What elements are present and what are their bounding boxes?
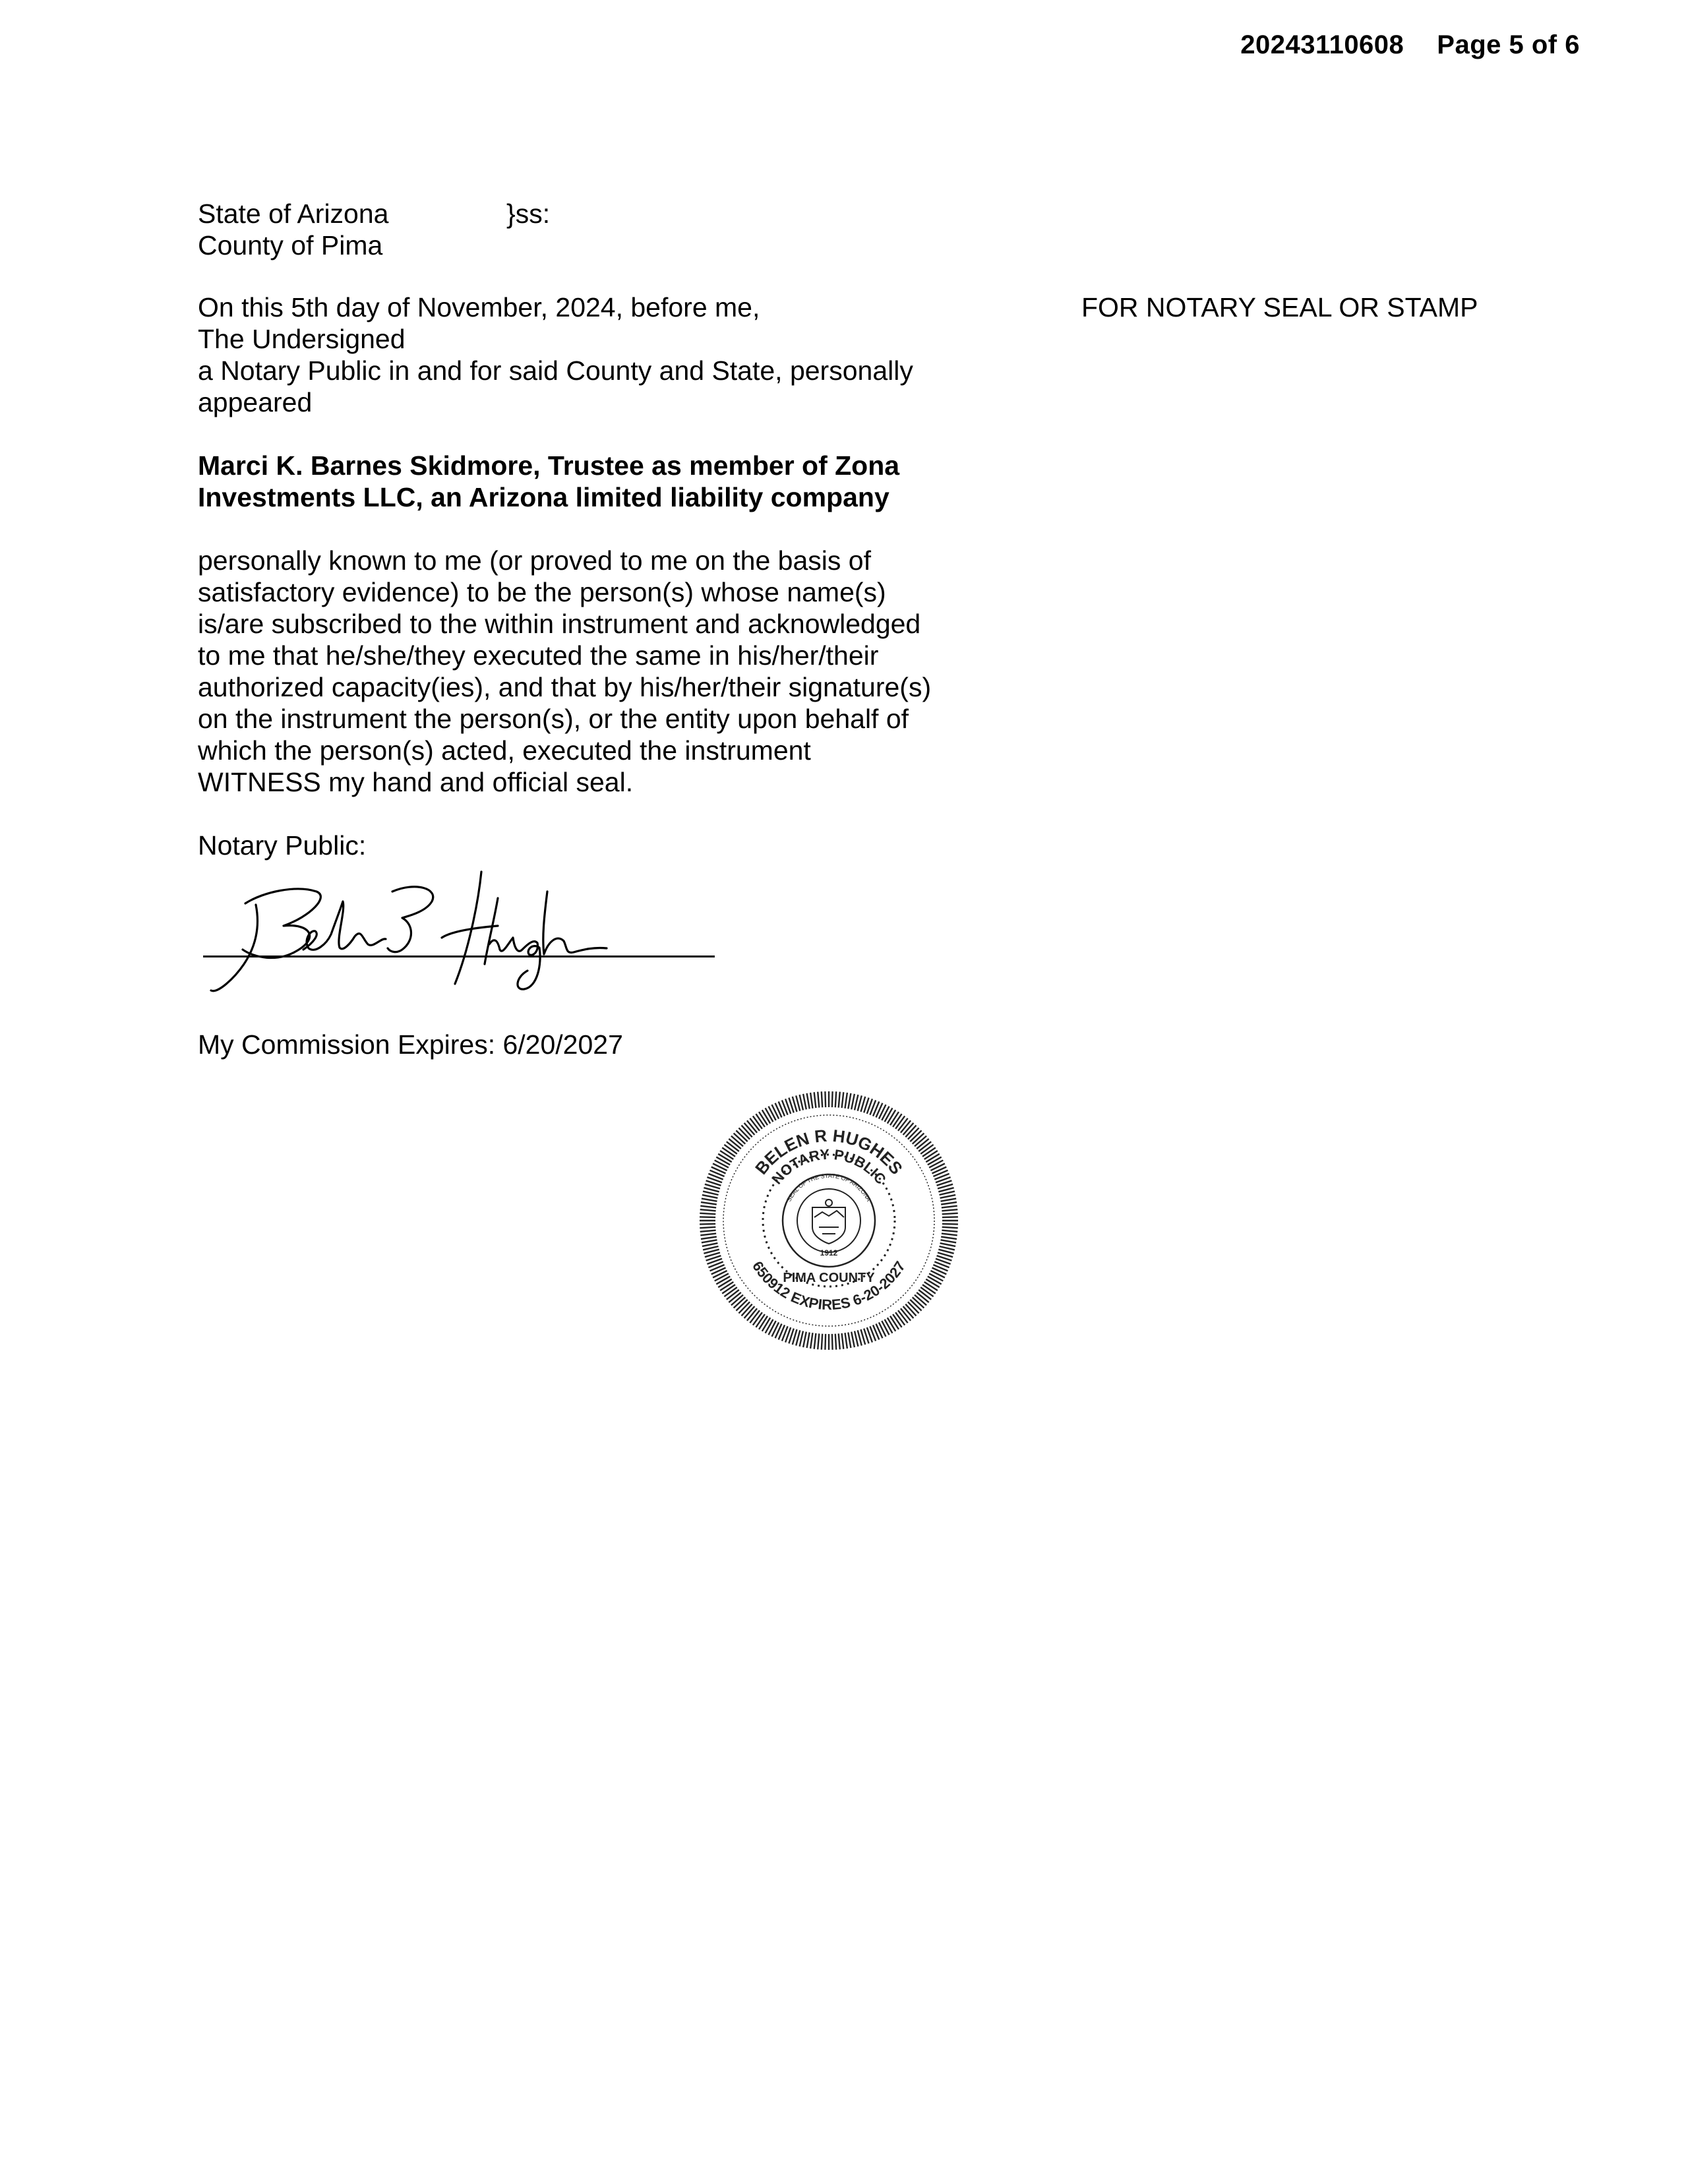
seal-year: 1912: [820, 1248, 838, 1258]
svg-text:SEAL OF THE STATE OF ARIZONA: [785, 1172, 872, 1203]
acknowledgment-line-3: is/are subscribed to the within instrument and acknowledged: [198, 609, 921, 639]
acknowledgment-line-4: to me that he/she/they executed the same in his/her/their: [198, 640, 879, 671]
venue-state: State of Arizona: [198, 198, 389, 229]
seal-name: BELEN R HUGHES: [751, 1125, 907, 1178]
page-number: Page 5 of 6: [1437, 30, 1580, 59]
venue-county: County of Pima: [198, 230, 383, 260]
appearance-line-4: appeared: [198, 387, 313, 417]
seal-commission: 650912 EXPIRES 6-20-2027: [749, 1258, 909, 1314]
acknowledgment-line-7: which the person(s) acted, executed the instrument: [198, 735, 811, 766]
appearance-line-1: On this 5th day of November, 2024, before me,: [198, 292, 760, 322]
acknowledgment-line-6: on the instrument the person(s), or the entity upon behalf of: [198, 704, 909, 734]
document-number: 20243110608: [1240, 30, 1404, 59]
appearance-line-3: a Notary Public in and for said County and State, personally: [198, 355, 913, 386]
acknowledgment-line-5: authorized capacity(ies), and that by his/her/their signature(s): [198, 672, 932, 702]
notary-signature: [204, 865, 666, 997]
seal-title: NOTARY PUBLIC: [768, 1145, 889, 1188]
acknowledgment-line-8: WITNESS my hand and official seal.: [198, 767, 634, 797]
notary-public-label: Notary Public:: [198, 830, 367, 861]
notary-seal-box-label: FOR NOTARY SEAL OR STAMP: [1081, 292, 1478, 322]
notary-seal: [694, 1085, 964, 1356]
venue-ss: }ss:: [506, 198, 551, 229]
seal-county: PIMA COUNTY: [783, 1271, 875, 1285]
state-seal-emblem: [812, 1199, 845, 1244]
page-header: [1240, 30, 1580, 60]
signer-line-1: Marci K. Barnes Skidmore, Trustee as member of Zona: [198, 450, 900, 481]
acknowledgment-line-1: personally known to me (or proved to me on the basis of: [198, 545, 871, 576]
appearance-line-2: The Undersigned: [198, 324, 406, 354]
seal-inner-text: SEAL OF THE STATE OF ARIZONA: [785, 1172, 872, 1203]
signer-line-2: Investments LLC, an Arizona limited liability company: [198, 482, 889, 512]
acknowledgment-line-2: satisfactory evidence) to be the person(s) whose name(s): [198, 577, 886, 607]
commission-expires: My Commission Expires: 6/20/2027: [198, 1029, 623, 1060]
